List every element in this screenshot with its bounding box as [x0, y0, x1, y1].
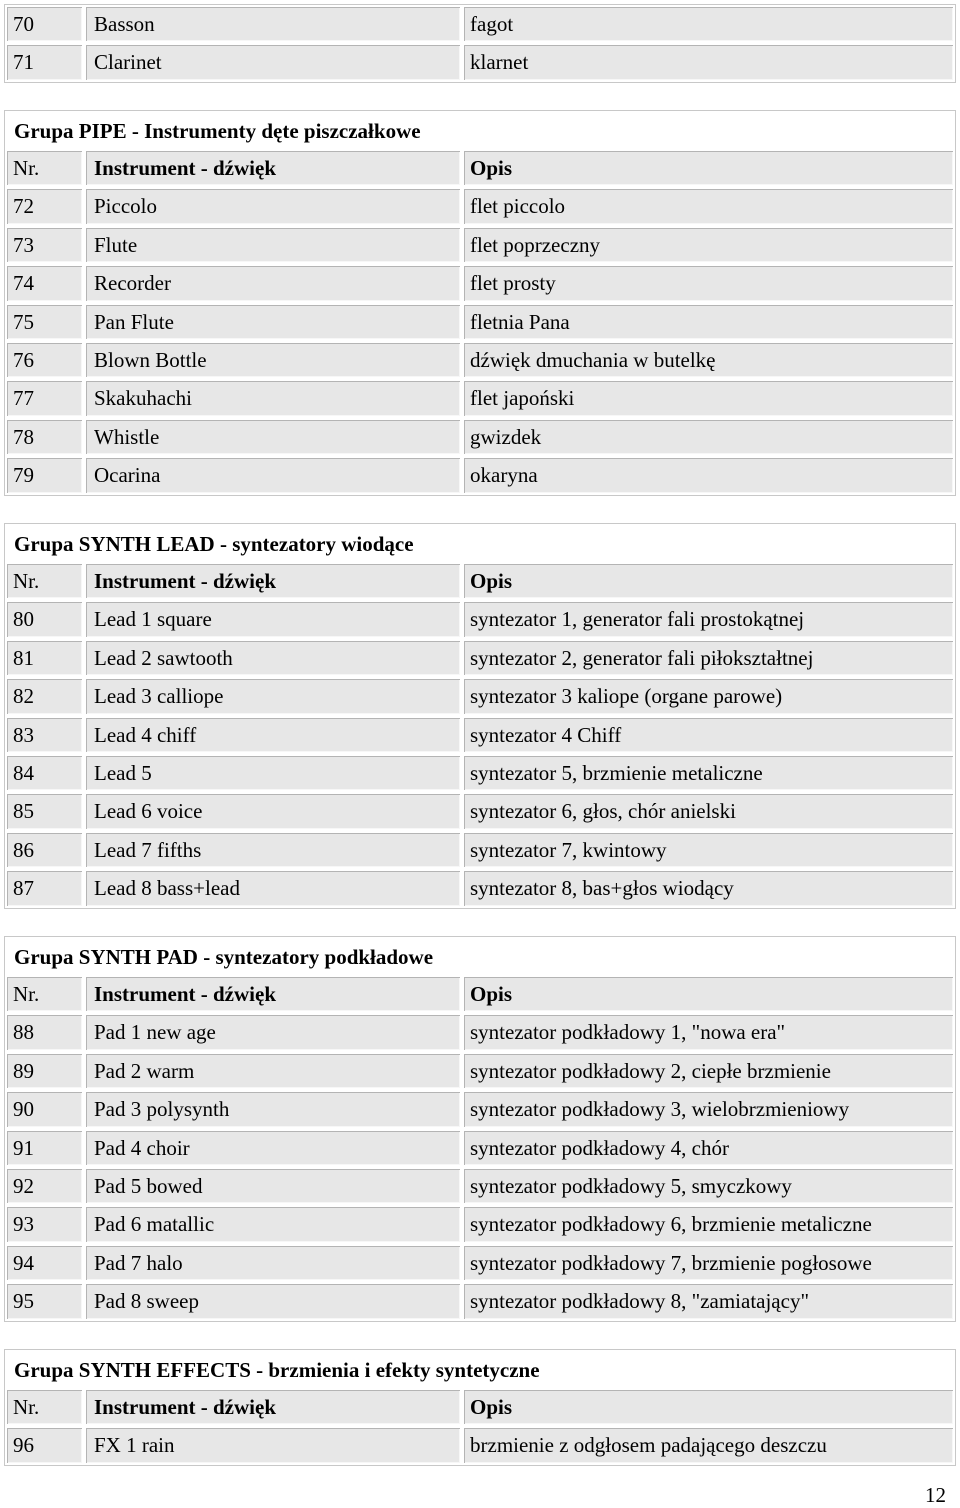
instrument-cell: Pan Flute — [84, 303, 462, 341]
table-row — [5, 869, 955, 907]
table-row — [5, 1129, 955, 1167]
opis-cell: syntezator podkładowy 8, "zamiatający" — [462, 1282, 955, 1320]
nr-cell: 92 — [5, 1167, 84, 1205]
nr-cell: 95 — [5, 1282, 84, 1320]
nr-cell: 70 — [5, 5, 84, 43]
instrument-cell: Lead 8 bass+lead — [84, 869, 462, 907]
nr-cell: 76 — [5, 341, 84, 379]
table-row — [5, 226, 955, 264]
nr-cell: 87 — [5, 869, 84, 907]
table-row — [5, 1244, 955, 1282]
table-header-row — [5, 562, 955, 600]
header-nr: Nr. — [5, 149, 84, 187]
instrument-cell: Piccolo — [84, 187, 462, 225]
table-header-row — [5, 975, 955, 1013]
nr-cell: 75 — [5, 303, 84, 341]
opis-cell: syntezator 1, generator fali prostokątnej — [462, 600, 955, 638]
nr-cell: 82 — [5, 677, 84, 715]
nr-cell: 96 — [5, 1426, 84, 1464]
nr-cell: 83 — [5, 716, 84, 754]
group-table-pipe — [4, 110, 956, 496]
instrument-cell: Lead 6 voice — [84, 792, 462, 830]
opis-cell: gwizdek — [462, 418, 955, 456]
table-row — [5, 379, 955, 417]
nr-cell: 74 — [5, 264, 84, 302]
nr-cell: 79 — [5, 456, 84, 494]
table-row — [5, 43, 955, 81]
nr-cell: 88 — [5, 1013, 84, 1051]
opis-cell: flet piccolo — [462, 187, 955, 225]
table-row — [5, 341, 955, 379]
table-row — [5, 600, 955, 638]
table-row — [5, 754, 955, 792]
table-row — [5, 5, 955, 43]
nr-cell: 72 — [5, 187, 84, 225]
table-row — [5, 677, 955, 715]
table-row — [5, 1282, 955, 1320]
group-title: Grupa SYNTH EFFECTS - brzmienia i efekty syntetyczne — [5, 1350, 955, 1388]
nr-cell: 91 — [5, 1129, 84, 1167]
opis-cell: flet poprzeczny — [462, 226, 955, 264]
table-row — [5, 1205, 955, 1243]
opis-cell: flet japoński — [462, 379, 955, 417]
header-nr: Nr. — [5, 1388, 84, 1426]
opis-cell: syntezator 3 kaliope (organe parowe) — [462, 677, 955, 715]
opis-cell: fletnia Pana — [462, 303, 955, 341]
instrument-cell: Ocarina — [84, 456, 462, 494]
opis-cell: syntezator podkładowy 7, brzmienie pogłosowe — [462, 1244, 955, 1282]
header-instrument: Instrument - dźwięk — [84, 149, 462, 187]
instrument-cell: Pad 2 warm — [84, 1052, 462, 1090]
header-opis: Opis — [462, 975, 955, 1013]
opis-cell: syntezator 8, bas+głos wiodący — [462, 869, 955, 907]
nr-cell: 86 — [5, 831, 84, 869]
instrument-cell: Lead 3 calliope — [84, 677, 462, 715]
instrument-cell: Pad 5 bowed — [84, 1167, 462, 1205]
nr-cell: 93 — [5, 1205, 84, 1243]
group-title: Grupa SYNTH LEAD - syntezatory wiodące — [5, 524, 955, 562]
group-table-synth-pad — [4, 936, 956, 1322]
instrument-cell: Recorder — [84, 264, 462, 302]
nr-cell: 94 — [5, 1244, 84, 1282]
header-nr: Nr. — [5, 975, 84, 1013]
group-table-synth-lead — [4, 523, 956, 909]
table-row — [5, 1426, 955, 1464]
table-row — [5, 1090, 955, 1128]
table-row — [5, 1167, 955, 1205]
table-row — [5, 716, 955, 754]
instrument-cell: Pad 8 sweep — [84, 1282, 462, 1320]
table-row — [5, 264, 955, 302]
opis-cell: fagot — [462, 5, 955, 43]
table-row — [5, 831, 955, 869]
table-row — [5, 639, 955, 677]
instrument-cell: Lead 7 fifths — [84, 831, 462, 869]
header-opis: Opis — [462, 562, 955, 600]
opis-cell: syntezator podkładowy 3, wielobrzmieniowy — [462, 1090, 955, 1128]
nr-cell: 90 — [5, 1090, 84, 1128]
group-table-synth-effects — [4, 1349, 956, 1466]
group-title: Grupa PIPE - Instrumenty dęte piszczałkowe — [5, 111, 955, 149]
table-row — [5, 456, 955, 494]
opis-cell: syntezator podkładowy 1, "nowa era" — [462, 1013, 955, 1051]
table-header-row — [5, 1388, 955, 1426]
opis-cell: syntezator podkładowy 6, brzmienie metaliczne — [462, 1205, 955, 1243]
table-row — [5, 303, 955, 341]
instrument-cell: Skakuhachi — [84, 379, 462, 417]
header-instrument: Instrument - dźwięk — [84, 562, 462, 600]
instrument-cell: Pad 3 polysynth — [84, 1090, 462, 1128]
table-row — [5, 1013, 955, 1051]
header-opis: Opis — [462, 149, 955, 187]
nr-cell: 81 — [5, 639, 84, 677]
instrument-cell: Blown Bottle — [84, 341, 462, 379]
instrument-cell: Whistle — [84, 418, 462, 456]
nr-cell: 84 — [5, 754, 84, 792]
table-row — [5, 792, 955, 830]
opis-cell: flet prosty — [462, 264, 955, 302]
table-row — [5, 1052, 955, 1090]
opis-cell: syntezator 6, głos, chór anielski — [462, 792, 955, 830]
nr-cell: 85 — [5, 792, 84, 830]
instrument-cell: Pad 6 matallic — [84, 1205, 462, 1243]
instrument-cell: Clarinet — [84, 43, 462, 81]
opis-cell: syntezator 7, kwintowy — [462, 831, 955, 869]
opis-cell: brzmienie z odgłosem padającego deszczu — [462, 1426, 955, 1464]
opis-cell: okaryna — [462, 456, 955, 494]
nr-cell: 77 — [5, 379, 84, 417]
instrument-cell: Basson — [84, 5, 462, 43]
opis-cell: dźwięk dmuchania w butelkę — [462, 341, 955, 379]
nr-cell: 71 — [5, 43, 84, 81]
group-title: Grupa SYNTH PAD - syntezatory podkładowe — [5, 937, 955, 975]
instrument-cell: Flute — [84, 226, 462, 264]
continuation-table — [4, 4, 956, 83]
header-opis: Opis — [462, 1388, 955, 1426]
header-nr: Nr. — [5, 562, 84, 600]
opis-cell: syntezator podkładowy 4, chór — [462, 1129, 955, 1167]
table-header-row — [5, 149, 955, 187]
instrument-cell: Lead 5 — [84, 754, 462, 792]
opis-cell: syntezator podkładowy 5, smyczkowy — [462, 1167, 955, 1205]
header-instrument: Instrument - dźwięk — [84, 975, 462, 1013]
nr-cell: 89 — [5, 1052, 84, 1090]
opis-cell: syntezator podkładowy 2, ciepłe brzmienie — [462, 1052, 955, 1090]
opis-cell: syntezator 4 Chiff — [462, 716, 955, 754]
opis-cell: syntezator 2, generator fali piłokształtnej — [462, 639, 955, 677]
instrument-cell: FX 1 rain — [84, 1426, 462, 1464]
instrument-cell: Pad 4 choir — [84, 1129, 462, 1167]
instrument-cell: Pad 7 halo — [84, 1244, 462, 1282]
nr-cell: 80 — [5, 600, 84, 638]
opis-cell: syntezator 5, brzmienie metaliczne — [462, 754, 955, 792]
instrument-cell: Pad 1 new age — [84, 1013, 462, 1051]
nr-cell: 78 — [5, 418, 84, 456]
opis-cell: klarnet — [462, 43, 955, 81]
table-row — [5, 418, 955, 456]
instrument-cell: Lead 4 chiff — [84, 716, 462, 754]
table-row — [5, 187, 955, 225]
instrument-cell: Lead 1 square — [84, 600, 462, 638]
nr-cell: 73 — [5, 226, 84, 264]
page-number: 12 — [925, 1483, 946, 1507]
instrument-cell: Lead 2 sawtooth — [84, 639, 462, 677]
header-instrument: Instrument - dźwięk — [84, 1388, 462, 1426]
